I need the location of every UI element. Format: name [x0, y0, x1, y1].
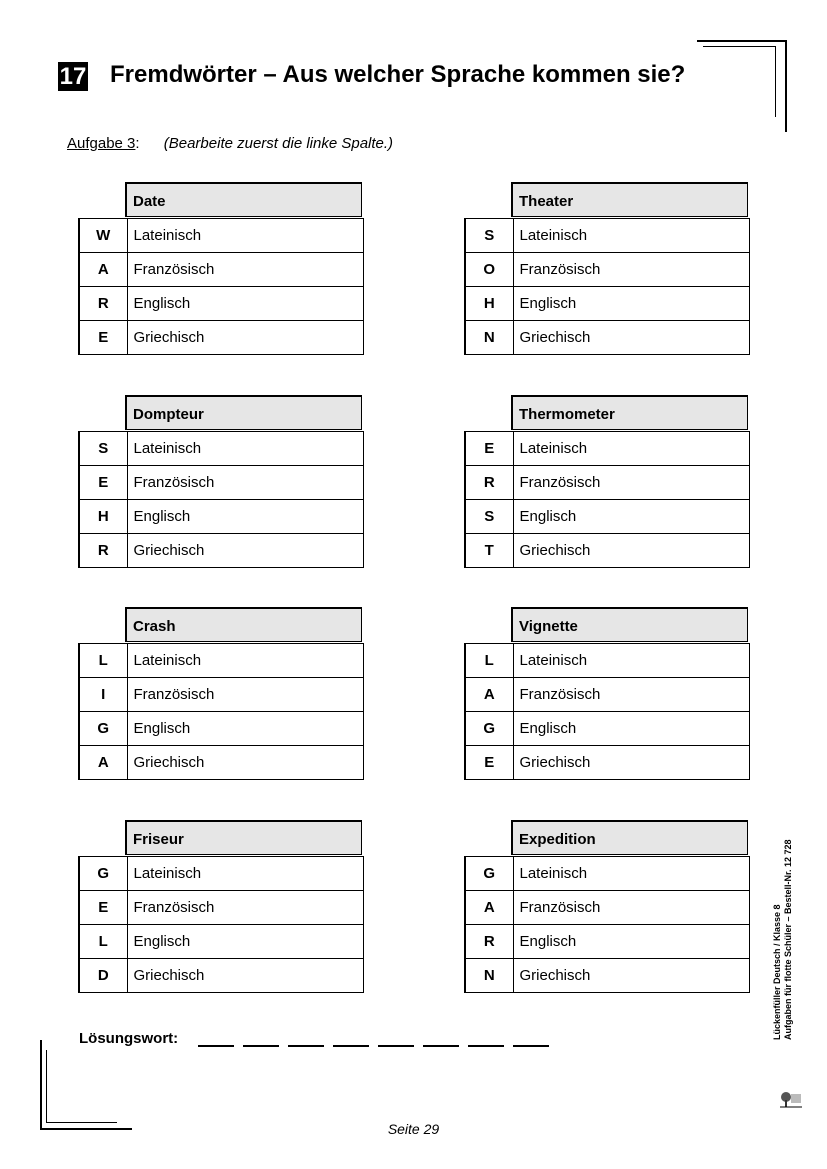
option-row	[465, 219, 749, 253]
option-language: Griechisch	[513, 959, 749, 993]
option-row	[79, 644, 363, 678]
option-language: Griechisch	[127, 321, 363, 355]
option-letter: S	[79, 432, 127, 466]
option-row	[79, 321, 363, 355]
option-language: Französisch	[513, 466, 749, 500]
page-title: Fremdwörter – Aus welcher Sprache kommen sie?	[110, 61, 686, 88]
word-block	[78, 182, 364, 362]
option-letter: A	[465, 891, 513, 925]
page-number: Seite 29	[387, 1121, 440, 1137]
task-instruction	[67, 135, 393, 152]
option-letter: D	[79, 959, 127, 993]
option-row	[465, 321, 749, 355]
option-row	[79, 534, 363, 568]
option-row	[79, 857, 363, 891]
option-letter: T	[465, 534, 513, 568]
side-imprint-line2: Aufgaben für flotte Schüler – Bestell-Nr. 12 728	[783, 839, 793, 1040]
option-language: Englisch	[513, 287, 749, 321]
language-options-table	[464, 856, 750, 993]
word-block	[464, 182, 750, 362]
solution-blank[interactable]	[243, 1045, 279, 1047]
option-row	[465, 712, 749, 746]
side-imprint	[772, 839, 794, 1040]
option-letter: G	[465, 857, 513, 891]
option-language: Englisch	[127, 500, 363, 534]
option-row	[465, 925, 749, 959]
language-options-table	[464, 643, 750, 780]
option-language: Lateinisch	[127, 857, 363, 891]
option-language: Französisch	[127, 253, 363, 287]
option-language: Französisch	[513, 891, 749, 925]
option-letter: G	[465, 712, 513, 746]
option-row	[79, 253, 363, 287]
option-language: Englisch	[127, 712, 363, 746]
side-imprint-line1: Lückenfüller Deutsch / Klasse 8	[772, 904, 782, 1040]
word-block	[464, 607, 750, 787]
option-letter: R	[79, 287, 127, 321]
option-row	[79, 287, 363, 321]
option-language: Lateinisch	[127, 219, 363, 253]
option-row	[79, 712, 363, 746]
option-language: Französisch	[513, 253, 749, 287]
option-language: Englisch	[513, 712, 749, 746]
option-row	[79, 432, 363, 466]
option-language: Griechisch	[513, 321, 749, 355]
option-language: Griechisch	[127, 746, 363, 780]
option-letter: I	[79, 678, 127, 712]
word-block	[464, 395, 750, 575]
solution-blank[interactable]	[198, 1045, 234, 1047]
option-row	[465, 534, 749, 568]
task-colon: :	[135, 135, 140, 152]
option-letter: G	[79, 712, 127, 746]
option-letter: R	[79, 534, 127, 568]
option-row	[465, 644, 749, 678]
option-language: Lateinisch	[127, 644, 363, 678]
publisher-logo-icon	[780, 1088, 802, 1108]
option-row	[465, 253, 749, 287]
word-heading: Vignette	[511, 607, 748, 642]
option-language: Griechisch	[127, 534, 363, 568]
word-block	[464, 820, 750, 1000]
option-row	[465, 432, 749, 466]
word-heading: Crash	[125, 607, 362, 642]
option-language: Französisch	[513, 678, 749, 712]
option-row	[79, 466, 363, 500]
option-language: Lateinisch	[513, 432, 749, 466]
option-letter: R	[465, 925, 513, 959]
option-language: Griechisch	[127, 959, 363, 993]
option-language: Griechisch	[513, 746, 749, 780]
option-letter: S	[465, 219, 513, 253]
option-language: Griechisch	[513, 534, 749, 568]
option-language: Französisch	[127, 678, 363, 712]
option-letter: H	[465, 287, 513, 321]
option-row	[465, 287, 749, 321]
option-letter: S	[465, 500, 513, 534]
solution-blank[interactable]	[513, 1045, 549, 1047]
word-block	[78, 607, 364, 787]
option-letter: E	[79, 466, 127, 500]
option-letter: N	[465, 321, 513, 355]
option-row	[79, 500, 363, 534]
option-language: Lateinisch	[513, 857, 749, 891]
option-language: Französisch	[127, 891, 363, 925]
option-letter: L	[79, 644, 127, 678]
solution-label: Lösungswort:	[79, 1030, 179, 1047]
language-options-table	[78, 643, 364, 780]
option-row	[465, 678, 749, 712]
word-heading: Friseur	[125, 820, 362, 855]
word-heading: Theater	[511, 182, 748, 217]
language-options-table	[78, 431, 364, 568]
option-letter: O	[465, 253, 513, 287]
option-row	[465, 500, 749, 534]
word-heading: Date	[125, 182, 362, 217]
solution-blank[interactable]	[288, 1045, 324, 1047]
option-letter: A	[79, 746, 127, 780]
language-options-table	[464, 431, 750, 568]
option-row	[465, 746, 749, 780]
task-label: Aufgabe 3	[67, 135, 136, 152]
solution-blank[interactable]	[423, 1045, 459, 1047]
corner-ornament-bottom-left-inner	[46, 1050, 117, 1123]
option-language: Englisch	[513, 500, 749, 534]
option-letter: G	[79, 857, 127, 891]
language-options-table	[464, 218, 750, 355]
word-heading: Expedition	[511, 820, 748, 855]
option-letter: E	[465, 432, 513, 466]
option-language: Englisch	[513, 925, 749, 959]
option-row	[79, 891, 363, 925]
option-language: Lateinisch	[513, 644, 749, 678]
option-letter: H	[79, 500, 127, 534]
option-row	[465, 959, 749, 993]
option-language: Französisch	[127, 466, 363, 500]
option-letter: L	[465, 644, 513, 678]
corner-ornament-top-right-inner	[703, 46, 776, 117]
language-options-table	[78, 218, 364, 355]
option-language: Englisch	[127, 925, 363, 959]
section-number: 17	[59, 62, 87, 90]
option-letter: A	[465, 678, 513, 712]
option-language: Englisch	[127, 287, 363, 321]
option-row	[79, 678, 363, 712]
option-row	[79, 925, 363, 959]
option-letter: R	[465, 466, 513, 500]
option-row	[79, 746, 363, 780]
option-row	[465, 891, 749, 925]
solution-blanks	[198, 1045, 549, 1047]
option-row	[465, 857, 749, 891]
option-letter: N	[465, 959, 513, 993]
option-letter: E	[79, 891, 127, 925]
word-heading: Thermometer	[511, 395, 748, 430]
option-row	[79, 959, 363, 993]
option-row	[465, 466, 749, 500]
word-heading: Dompteur	[125, 395, 362, 430]
option-letter: E	[79, 321, 127, 355]
solution-blank[interactable]	[333, 1045, 369, 1047]
solution-blank[interactable]	[378, 1045, 414, 1047]
option-letter: E	[465, 746, 513, 780]
solution-blank[interactable]	[468, 1045, 504, 1047]
option-letter: L	[79, 925, 127, 959]
option-letter: W	[79, 219, 127, 253]
option-language: Lateinisch	[513, 219, 749, 253]
task-hint: (Bearbeite zuerst die linke Spalte.)	[163, 135, 394, 152]
option-letter: A	[79, 253, 127, 287]
word-block	[78, 395, 364, 575]
language-options-table	[78, 856, 364, 993]
option-language: Lateinisch	[127, 432, 363, 466]
option-row	[79, 219, 363, 253]
word-block	[78, 820, 364, 1000]
